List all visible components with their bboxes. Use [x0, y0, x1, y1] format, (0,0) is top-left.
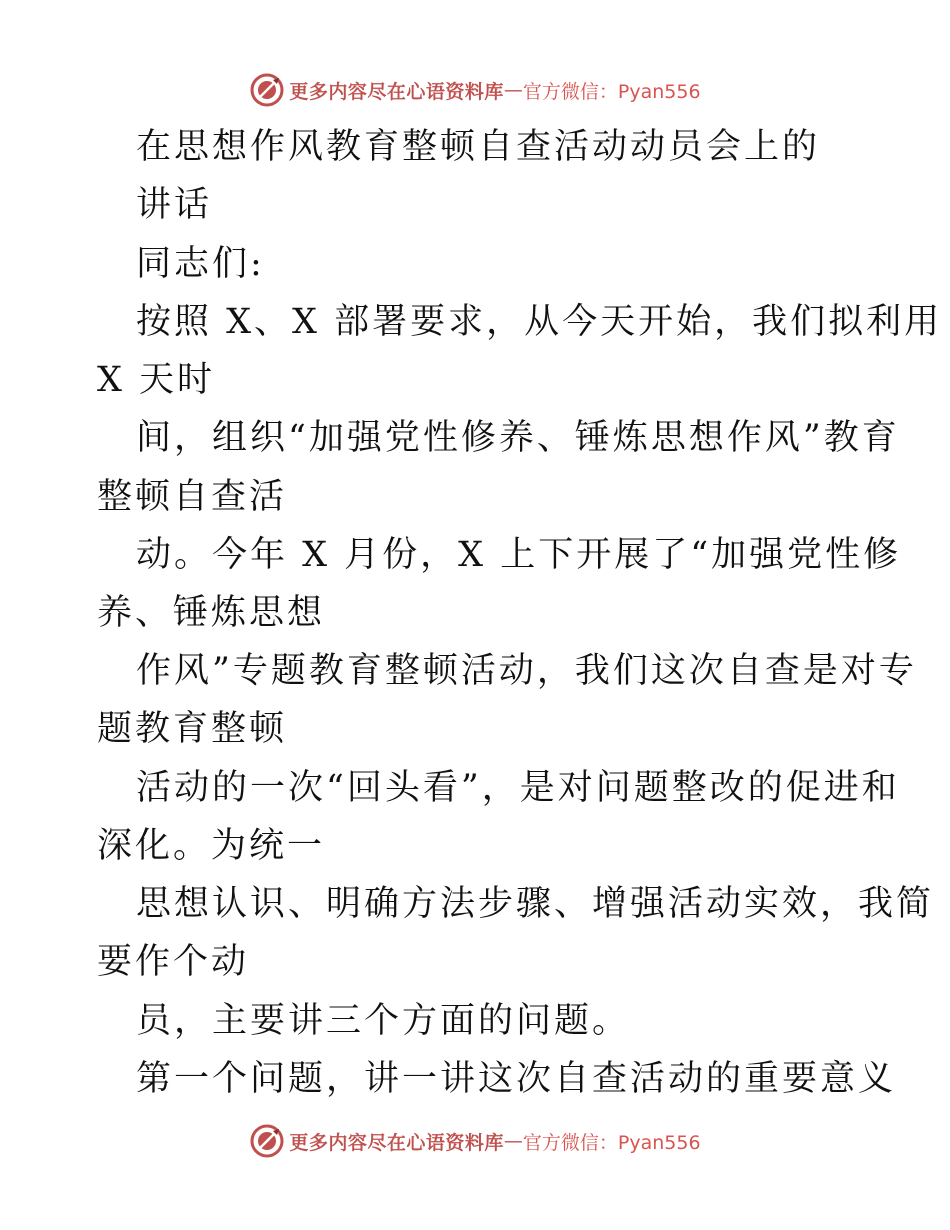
promo-text: 更多内容尽在心语资料库 — [289, 1131, 504, 1154]
paragraph-line: 按照 X、X 部署要求，从今天开始，我们拟利用 — [136, 302, 943, 342]
wechat-text: 官方微信：Pyan556 — [522, 80, 701, 103]
title-line-1: 在思想作风教育整顿自查活动动员会上的 — [136, 127, 821, 167]
paragraph-line: 动。今年 X 月份，X 上下开展了“加强党性修 — [136, 535, 902, 575]
paragraph-line: 活动的一次“回头看”，是对问题整改的促进和 — [136, 768, 900, 808]
paragraph-line: 深化。为统一 — [97, 826, 326, 866]
pen-logo-icon — [249, 72, 285, 108]
footer-watermark-banner — [0, 1119, 950, 1163]
paragraph-line: 间，组织“加强党性修养、锤炼思想作风”教育 — [136, 418, 900, 458]
paragraph-line: 整顿自查活 — [97, 477, 288, 517]
separator: — — [503, 79, 523, 101]
wechat-text: 官方微信：Pyan556 — [522, 1131, 701, 1154]
paragraph-line: 作风”专题教育整顿活动，我们这次自查是对专 — [136, 651, 917, 691]
paragraph-line: 思想认识、明确方法步骤、增强活动实效，我简 — [136, 884, 935, 924]
title-line-2: 讲话 — [136, 185, 213, 225]
paragraph-line: 养、锤炼思想 — [97, 593, 326, 633]
paragraph-line: 要作个动 — [97, 942, 250, 982]
salutation: 同志们: — [136, 244, 265, 284]
paragraph-line: 题教育整顿 — [97, 709, 288, 749]
header-watermark-banner — [0, 68, 950, 112]
paragraph-line: X 天时 — [97, 360, 216, 400]
paragraph-line: 员，主要讲三个方面的问题。 — [136, 1001, 631, 1041]
section-heading-line: 第一个问题，讲一讲这次自查活动的重要意义 — [136, 1059, 897, 1099]
promo-text: 更多内容尽在心语资料库 — [289, 80, 504, 103]
separator: — — [503, 1130, 523, 1152]
pen-logo-icon — [249, 1123, 285, 1159]
